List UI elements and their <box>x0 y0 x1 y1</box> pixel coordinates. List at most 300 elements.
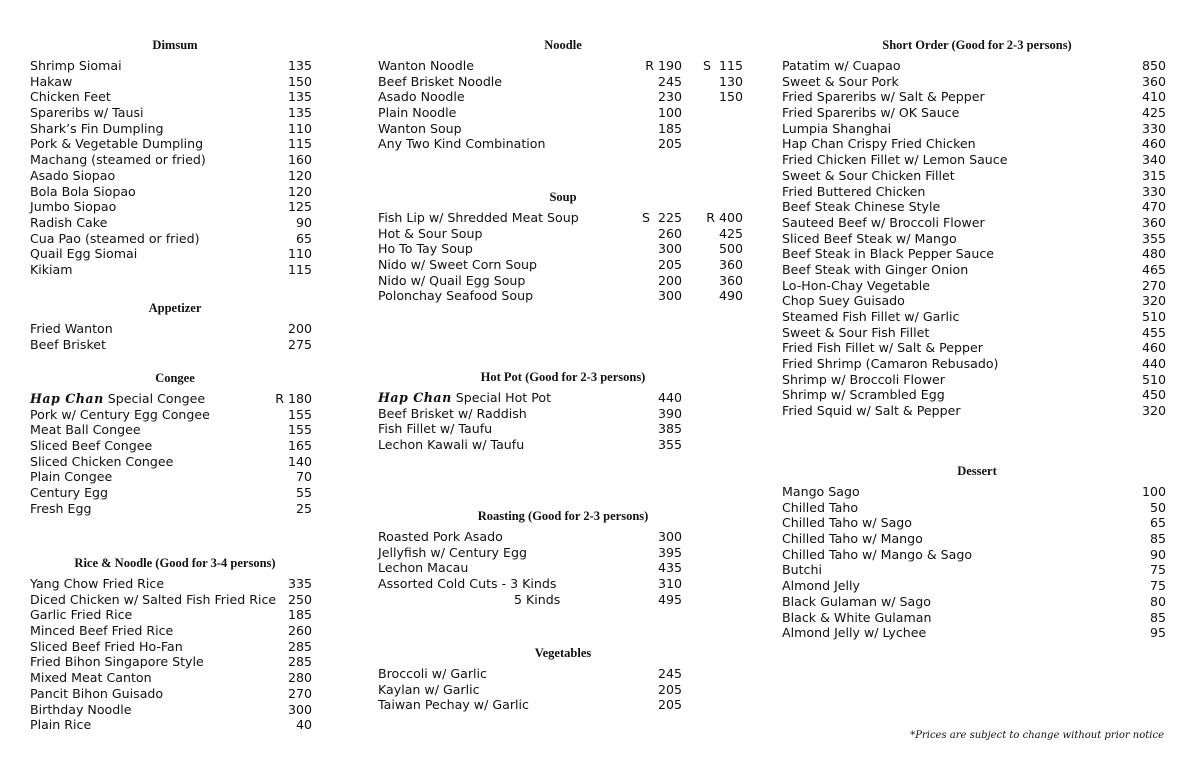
menu-item <box>782 372 1172 388</box>
item-price-alt: 490 <box>718 288 743 304</box>
item-name: Chilled Taho w/ Sago <box>782 515 912 531</box>
item-name: Any Two Kind Combination <box>378 136 546 152</box>
item-price: 85 <box>1149 609 1166 625</box>
section-title: Hot Pot (Good for 2-3 persons) <box>480 370 646 384</box>
item-price: 230 <box>657 89 682 105</box>
item-price: 300 <box>657 529 682 544</box>
menu-item <box>30 639 320 655</box>
menu-item <box>30 337 320 353</box>
item-name: Kaylan w/ Garlic <box>378 681 480 697</box>
item-name: Beef Steak with Ginger Onion <box>782 261 969 277</box>
item-name: Spareribs w/ Tausi <box>30 105 144 121</box>
item-name: Broccoli w/ Garlic <box>378 666 487 681</box>
item-name: Sweet & Sour Pork <box>782 73 899 89</box>
item-name: Jumbo Siopao <box>30 199 117 215</box>
item-price: 390 <box>657 405 682 421</box>
menu-item <box>30 438 320 454</box>
section-noodle <box>378 36 748 152</box>
item-name: Chicken Feet <box>30 89 111 105</box>
item-price: 510 <box>1141 371 1166 387</box>
menu-item <box>30 422 320 438</box>
item-price: 425 <box>1141 105 1166 121</box>
item-price: 300 <box>657 288 682 304</box>
menu-item <box>782 340 1172 356</box>
item-price: 50 <box>1149 499 1166 515</box>
menu-item <box>30 105 320 121</box>
item-name: Garlic Fried Rice <box>30 607 133 623</box>
menu-item <box>782 184 1172 200</box>
item-name: Fried Fish Fillet w/ Salt & Pepper <box>782 340 983 356</box>
item-name: Fried Buttered Chicken <box>782 183 926 199</box>
item-name: Mixed Meat Canton <box>30 670 152 686</box>
menu-item <box>378 226 748 242</box>
section-title: Rice & Noodle (Good for 3-4 persons) <box>74 556 276 570</box>
item-name: Butchi <box>782 562 822 578</box>
brand-logo-text: Hap Chan <box>30 391 104 406</box>
item-name: Assorted Cold Cuts - 3 Kinds <box>378 576 557 592</box>
item-price: 205 <box>657 136 682 152</box>
item-name: Shrimp Siomai <box>30 58 122 73</box>
menu-item <box>378 210 748 226</box>
item-name: Fish Fillet w/ Taufu <box>378 421 493 437</box>
menu-item <box>30 686 320 702</box>
item-price: 95 <box>1149 625 1166 641</box>
item-name: Asado Noodle <box>378 89 465 105</box>
item-name: Beef Steak in Black Pepper Sauce <box>782 246 995 262</box>
menu-item <box>782 293 1172 309</box>
menu-item <box>378 666 748 682</box>
item-name: Fresh Egg <box>30 500 92 516</box>
item-name: Chilled Taho <box>782 499 859 515</box>
menu-item <box>782 246 1172 262</box>
item-price: 85 <box>1149 531 1166 547</box>
menu-item <box>378 592 748 608</box>
item-price: 850 <box>1141 58 1166 73</box>
item-price-alt: 150 <box>718 89 743 105</box>
menu-item <box>30 454 320 470</box>
item-price: 135 <box>287 58 312 73</box>
item-price: 330 <box>1141 120 1166 136</box>
menu-item <box>30 717 320 733</box>
item-price: R 180 <box>275 391 312 406</box>
item-name: Cua Pao (steamed or fried) <box>30 230 200 246</box>
item-price: 340 <box>1141 152 1166 168</box>
item-price: 385 <box>657 421 682 437</box>
item-price: 360 <box>1141 214 1166 230</box>
menu-item <box>378 105 748 121</box>
menu-item <box>30 469 320 485</box>
menu-item <box>782 387 1172 403</box>
menu-item <box>30 391 320 407</box>
menu-item <box>782 105 1172 121</box>
item-name: Chilled Taho w/ Mango & Sago <box>782 546 973 562</box>
menu-item <box>782 562 1172 578</box>
menu-item <box>30 654 320 670</box>
menu-item <box>782 403 1172 419</box>
item-price: 115 <box>287 136 312 152</box>
item-name: Plain Congee <box>30 469 113 485</box>
item-name: Chilled Taho w/ Mango <box>782 531 923 547</box>
menu-item <box>378 406 748 422</box>
item-price: 270 <box>287 685 312 701</box>
item-name: Black Gulaman w/ Sago <box>782 593 931 609</box>
section-dessert <box>782 462 1172 641</box>
menu-item <box>782 121 1172 137</box>
section-title: Vegetables <box>534 646 592 660</box>
menu-item <box>30 74 320 90</box>
item-price: 135 <box>287 105 312 121</box>
item-price: 455 <box>1141 324 1166 340</box>
item-price: 395 <box>657 544 682 560</box>
item-name: Plain Rice <box>30 717 92 733</box>
item-name: Polonchay Seafood Soup <box>378 288 534 304</box>
menu-item <box>378 437 748 453</box>
item-name: Fish Lip w/ Shredded Meat Soup <box>378 210 579 225</box>
item-name: Hakaw <box>30 73 73 89</box>
item-price-alt: 360 <box>718 257 743 273</box>
menu-item <box>782 231 1172 247</box>
section-vegetables <box>378 644 748 713</box>
item-list <box>378 390 748 453</box>
item-price: 80 <box>1149 593 1166 609</box>
item-price: 510 <box>1141 309 1166 324</box>
item-price: 440 <box>657 390 682 405</box>
item-price: 320 <box>1141 403 1166 419</box>
item-price: 150 <box>287 73 312 89</box>
item-name <box>378 390 551 406</box>
item-price: 65 <box>1149 515 1166 531</box>
section-title: Soup <box>549 190 577 204</box>
menu-item <box>378 545 748 561</box>
item-name: Roasted Pork Asado <box>378 529 503 544</box>
item-price: 300 <box>287 701 312 717</box>
item-price: 200 <box>287 321 312 336</box>
menu-item <box>782 356 1172 372</box>
item-list <box>378 666 748 713</box>
item-price: 495 <box>657 591 682 607</box>
item-price: 200 <box>657 272 682 288</box>
item-name: Mango Sago <box>782 484 860 499</box>
menu-item <box>30 607 320 623</box>
menu-item <box>30 321 320 337</box>
item-price: 355 <box>1141 230 1166 246</box>
item-price: 335 <box>287 576 312 591</box>
item-list <box>30 321 320 352</box>
item-price: 440 <box>1141 356 1166 372</box>
item-price-alt: 360 <box>718 272 743 288</box>
item-name: Birthday Noodle <box>30 701 132 717</box>
item-name: Kikiam <box>30 261 73 277</box>
menu-item <box>378 421 748 437</box>
menu-item <box>378 560 748 576</box>
section-congee <box>30 369 320 517</box>
item-name: Hot & Sour Soup <box>378 225 483 241</box>
section-hot-pot <box>378 368 748 453</box>
item-name: Hap Chan Crispy Fried Chicken <box>782 136 976 152</box>
item-name: Quail Egg Siomai <box>30 246 138 262</box>
menu-item <box>30 670 320 686</box>
item-list <box>30 58 320 278</box>
menu-item <box>30 168 320 184</box>
item-name: Lumpia Shanghai <box>782 120 892 136</box>
menu-item <box>782 74 1172 90</box>
item-price: 165 <box>287 438 312 454</box>
section-title: Dessert <box>957 464 997 478</box>
menu-item <box>30 576 320 592</box>
item-name: Lechon Macau <box>378 560 469 576</box>
item-name: Ho To Tay Soup <box>378 241 473 257</box>
item-price: 300 <box>657 241 682 257</box>
item-price-alt: 425 <box>718 225 743 241</box>
item-name: Lo-Hon-Chay Vegetable <box>782 277 930 293</box>
menu-item <box>782 136 1172 152</box>
item-name: Diced Chicken w/ Salted Fish Fried Rice <box>30 591 277 607</box>
brand-logo-text: Hap Chan <box>378 390 452 405</box>
item-name: Sweet & Sour Fish Fillet <box>782 324 930 340</box>
item-price: 410 <box>1141 89 1166 105</box>
item-name: Sliced Chicken Congee <box>30 453 174 469</box>
item-price: 110 <box>287 120 312 136</box>
item-name: Fried Spareribs w/ Salt & Pepper <box>782 89 985 105</box>
menu-item <box>378 288 748 304</box>
menu-item <box>378 58 748 74</box>
item-name-text: Special Hot Pot <box>451 390 552 405</box>
item-name: Nido w/ Sweet Corn Soup <box>378 257 538 273</box>
item-price: R 190 <box>645 58 682 73</box>
menu-item <box>30 485 320 501</box>
item-name: Black & White Gulaman <box>782 609 932 625</box>
item-price: 285 <box>287 638 312 654</box>
menu-item <box>378 89 748 105</box>
item-price: 65 <box>295 230 312 246</box>
item-price: 120 <box>287 183 312 199</box>
menu-item <box>782 215 1172 231</box>
item-price: 465 <box>1141 261 1166 277</box>
item-name: Machang (steamed or fried) <box>30 152 206 168</box>
item-price: 270 <box>1141 277 1166 293</box>
item-price: 75 <box>1149 578 1166 594</box>
item-name: Shrimp w/ Broccoli Flower <box>782 371 945 387</box>
item-name: Century Egg <box>30 485 109 501</box>
menu-item <box>782 610 1172 626</box>
menu-item <box>30 702 320 718</box>
section-short-order <box>782 36 1172 419</box>
item-name: Fried Spareribs w/ OK Sauce <box>782 105 960 121</box>
section-roasting <box>378 507 748 607</box>
menu-item <box>782 625 1172 641</box>
item-name: Sliced Beef Congee <box>30 438 153 454</box>
menu-item <box>782 531 1172 547</box>
menu-item <box>378 273 748 289</box>
item-list <box>782 484 1172 641</box>
price-footnote: *Prices are subject to change without prior notice <box>910 730 1164 741</box>
item-price: 185 <box>287 607 312 623</box>
item-name: Sliced Beef Steak w/ Mango <box>782 230 957 246</box>
menu-item <box>378 682 748 698</box>
item-name: Sliced Beef Fried Ho-Fan <box>30 638 183 654</box>
item-name: Taiwan Pechay w/ Garlic <box>378 697 529 713</box>
item-price: 470 <box>1141 199 1166 215</box>
section-title: Short Order (Good for 2-3 persons) <box>882 38 1072 52</box>
item-list <box>30 391 320 517</box>
menu-item <box>378 241 748 257</box>
item-price: 330 <box>1141 183 1166 199</box>
menu-item <box>378 74 748 90</box>
item-name: Wanton Noodle <box>378 58 475 73</box>
item-name: Fried Wanton <box>30 321 113 336</box>
item-price: 260 <box>287 623 312 639</box>
menu-item <box>30 58 320 74</box>
item-price-alt: 500 <box>718 241 743 257</box>
section-appetizer <box>30 299 320 352</box>
item-price: 355 <box>657 437 682 453</box>
item-price-alt: S 115 <box>702 58 743 73</box>
item-name: Minced Beef Fried Rice <box>30 623 174 639</box>
item-name: Pork w/ Century Egg Congee <box>30 406 210 422</box>
item-price: 55 <box>295 485 312 501</box>
item-list <box>30 576 320 733</box>
item-list <box>378 58 748 152</box>
item-name: Beef Brisket w/ Raddish <box>378 405 527 421</box>
item-price: 460 <box>1141 136 1166 152</box>
item-name <box>30 391 205 407</box>
item-price: 125 <box>287 199 312 215</box>
item-price-alt: R 400 <box>706 210 743 225</box>
item-price: 280 <box>287 670 312 686</box>
item-name: Lechon Kawali w/ Taufu <box>378 437 525 453</box>
item-price: 260 <box>657 225 682 241</box>
item-name: Pancit Bihon Guisado <box>30 685 164 701</box>
menu-item <box>30 623 320 639</box>
item-price: 135 <box>287 89 312 105</box>
menu-item <box>378 136 748 152</box>
item-name: Almond Jelly w/ Lychee <box>782 625 927 641</box>
item-name-text: Special Congee <box>103 391 206 406</box>
menu-item <box>30 407 320 423</box>
menu-item <box>378 529 748 545</box>
menu-item <box>782 515 1172 531</box>
item-price: 90 <box>1149 546 1166 562</box>
item-price: 205 <box>657 697 682 713</box>
item-name: Meat Ball Congee <box>30 422 141 438</box>
section-title: Noodle <box>544 38 582 52</box>
menu-item <box>378 121 748 137</box>
item-price: 115 <box>287 261 312 277</box>
menu-item <box>782 58 1172 74</box>
item-name: Fried Shrimp (Camaron Rebusado) <box>782 356 999 372</box>
item-price: 25 <box>295 500 312 516</box>
item-name: Asado Siopao <box>30 167 116 183</box>
section-soup <box>378 188 748 304</box>
item-name: 5 Kinds <box>514 591 561 607</box>
item-price: 360 <box>1141 73 1166 89</box>
item-price-alt: 130 <box>718 73 743 89</box>
menu-item <box>782 484 1172 500</box>
section-title: Dimsum <box>152 38 198 52</box>
menu-item <box>30 136 320 152</box>
section-title: Congee <box>155 371 195 385</box>
item-price: 140 <box>287 453 312 469</box>
item-name: Fried Chicken Fillet w/ Lemon Sauce <box>782 152 1008 168</box>
menu-item <box>30 215 320 231</box>
item-name: Yang Chow Fried Rice <box>30 576 165 591</box>
item-price: 90 <box>295 214 312 230</box>
item-price: 450 <box>1141 387 1166 403</box>
item-price: 310 <box>657 576 682 592</box>
item-price: 480 <box>1141 246 1166 262</box>
item-price: 100 <box>657 105 682 121</box>
item-name: Radish Cake <box>30 214 108 230</box>
menu-item <box>378 257 748 273</box>
item-name: Patatim w/ Cuapao <box>782 58 901 73</box>
item-name: Beef Brisket <box>30 336 106 352</box>
item-price: 110 <box>287 246 312 262</box>
section-title: Appetizer <box>148 301 202 315</box>
section-rice-noodle <box>30 554 320 733</box>
item-name: Fried Squid w/ Salt & Pepper <box>782 403 961 419</box>
item-price: 155 <box>287 406 312 422</box>
item-price: 320 <box>1141 293 1166 309</box>
item-price: 75 <box>1149 562 1166 578</box>
menu-item <box>782 89 1172 105</box>
item-name: Shark’s Fin Dumpling <box>30 120 164 136</box>
item-name: Nido w/ Quail Egg Soup <box>378 272 526 288</box>
menu-item <box>782 168 1172 184</box>
item-name: Jellyfish w/ Century Egg <box>378 544 527 560</box>
item-price: 160 <box>287 152 312 168</box>
item-name: Wanton Soup <box>378 120 462 136</box>
item-price: 315 <box>1141 167 1166 183</box>
item-price: 245 <box>657 666 682 681</box>
menu-item <box>782 500 1172 516</box>
menu-item <box>782 152 1172 168</box>
item-price: 155 <box>287 422 312 438</box>
menu-item <box>782 578 1172 594</box>
item-list <box>378 529 748 607</box>
item-price: 40 <box>295 717 312 733</box>
menu-item <box>30 199 320 215</box>
item-price: 275 <box>287 336 312 352</box>
menu-item <box>782 594 1172 610</box>
menu-item <box>30 592 320 608</box>
menu-item <box>782 309 1172 325</box>
item-price: 185 <box>657 120 682 136</box>
menu-item <box>30 152 320 168</box>
item-list <box>378 210 748 304</box>
menu-item <box>30 231 320 247</box>
item-price: 285 <box>287 654 312 670</box>
item-price: 250 <box>287 591 312 607</box>
item-name: Fried Bihon Singapore Style <box>30 654 204 670</box>
item-name: Bola Bola Siopao <box>30 183 136 199</box>
item-price: 70 <box>295 469 312 485</box>
item-name: Almond Jelly <box>782 578 860 594</box>
item-name: Shrimp w/ Scrambled Egg <box>782 387 945 403</box>
item-name: Plain Noodle <box>378 105 457 121</box>
item-price: 245 <box>657 73 682 89</box>
item-name: Steamed Fish Fillet w/ Garlic <box>782 309 960 324</box>
menu-item <box>782 547 1172 563</box>
item-name: Chop Suey Guisado <box>782 293 905 309</box>
menu-item <box>378 576 748 592</box>
item-price: 100 <box>1141 484 1166 499</box>
menu-item <box>378 390 748 406</box>
menu-item <box>30 89 320 105</box>
menu-item <box>782 199 1172 215</box>
item-name: Beef Brisket Noodle <box>378 73 503 89</box>
item-name: Pork & Vegetable Dumpling <box>30 136 204 152</box>
menu-item <box>30 501 320 517</box>
